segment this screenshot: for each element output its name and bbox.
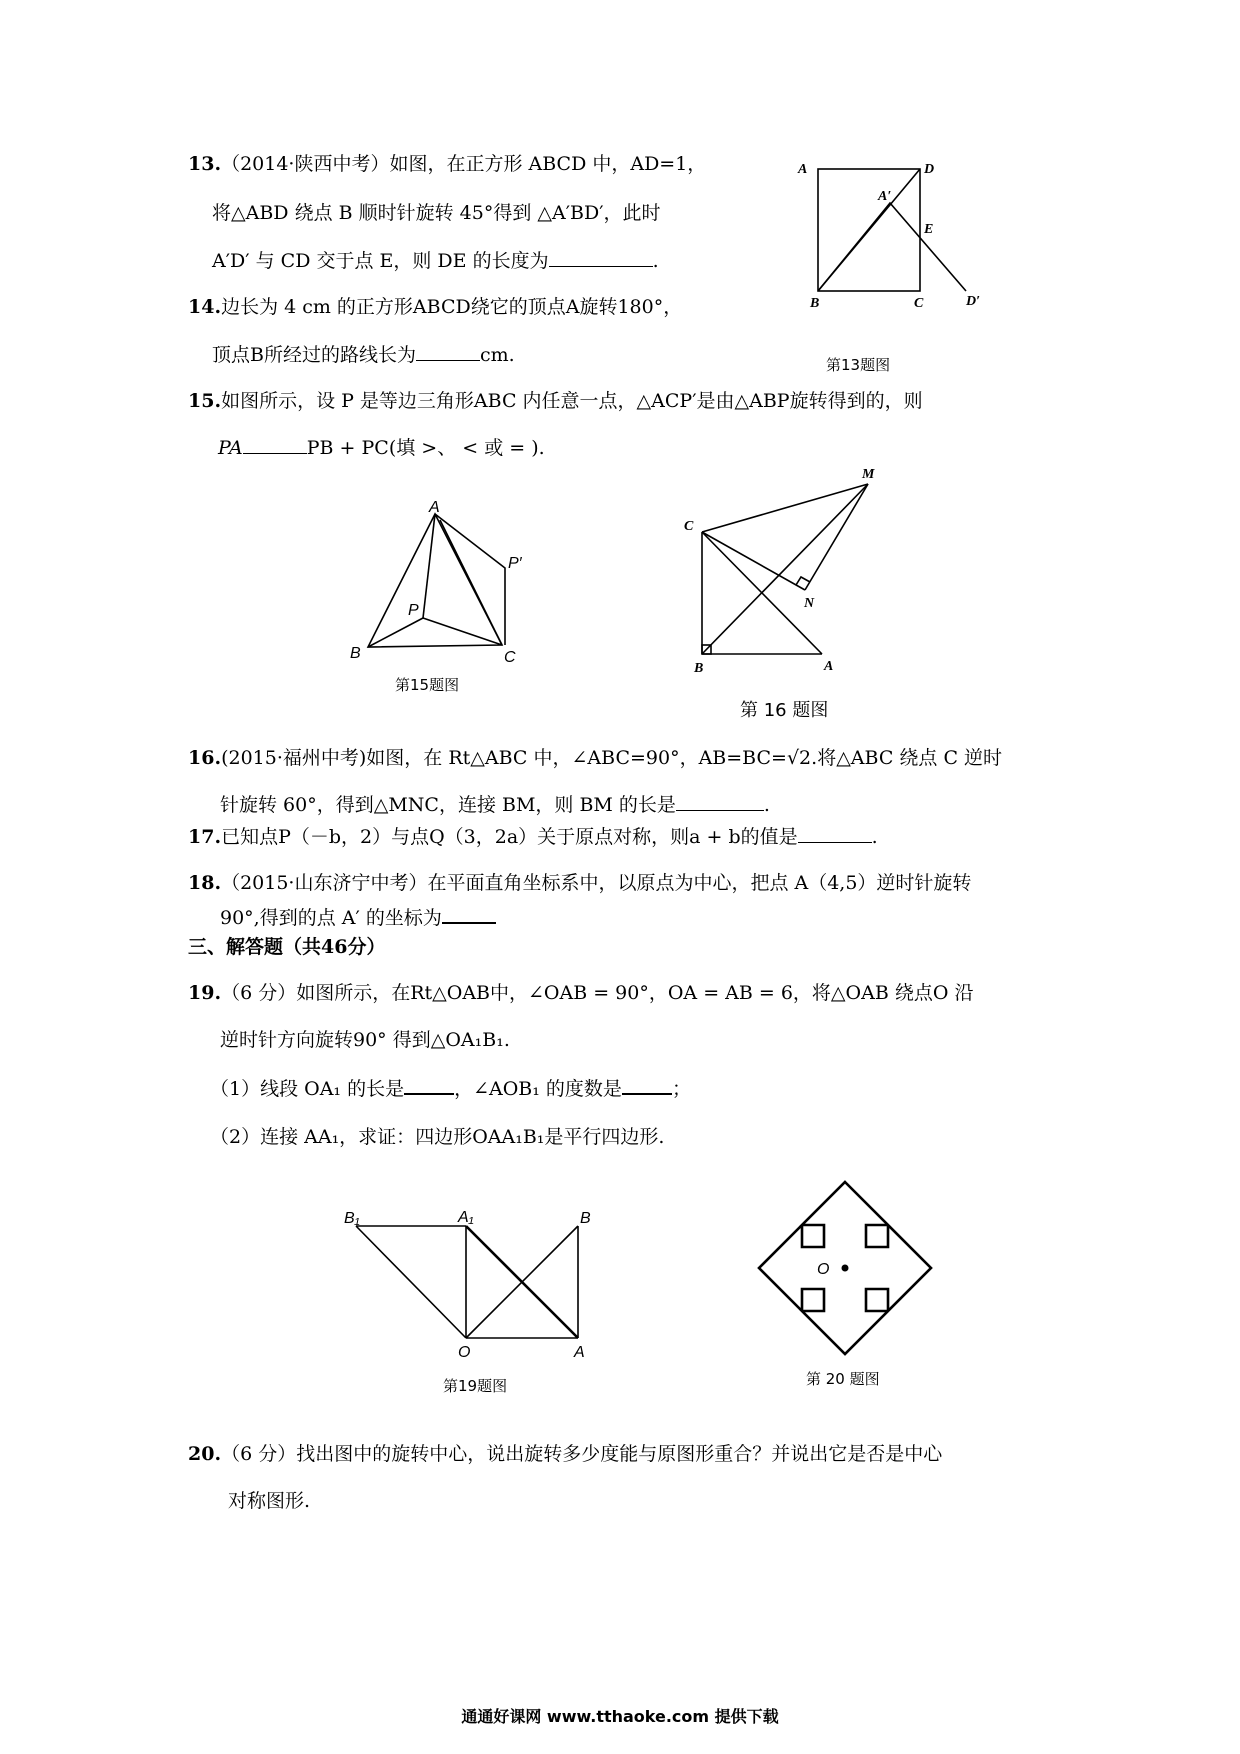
caption-fig16: 第 16 题图 xyxy=(740,700,829,721)
fig13-label-d: D xyxy=(924,162,935,177)
q18-text-1: （2015·山东济宁中考）在平面直角坐标系中，以原点为中心，把点 A（4,5）逆时针旋转 xyxy=(221,872,972,894)
q15-line2 xyxy=(218,435,545,461)
fig15-label-p1: P′ xyxy=(508,555,522,572)
q19-part1 xyxy=(210,1075,691,1102)
q18-number: 18. xyxy=(188,872,222,894)
segment-cn xyxy=(702,532,805,590)
q19-part1-c: ； xyxy=(671,1078,691,1100)
q19-answer-blank-2[interactable] xyxy=(622,1075,672,1095)
q15-number: 15. xyxy=(188,390,222,412)
fig16-label-n: N xyxy=(804,596,815,611)
q13-line3 xyxy=(212,248,659,274)
triangle-a1d1 xyxy=(818,203,966,291)
fig13-label-e: E xyxy=(924,222,934,237)
q14-text-1: 边长为 4 cm 的正方形ABCD绕它的顶点A旋转180°， xyxy=(221,296,683,318)
caption-fig20: 第 20 题图 xyxy=(806,1370,880,1388)
segment-pb xyxy=(368,618,423,647)
figure-16 xyxy=(680,462,910,682)
q15-text-1: 如图所示，设 P 是等边三角形ABC 内任意一点，△ACP′是由△ABP旋转得到的，则 xyxy=(221,390,923,412)
q20-number: 20. xyxy=(188,1443,222,1465)
figure-13 xyxy=(790,155,1010,325)
fig19-label-a1: A₁ xyxy=(458,1209,474,1226)
q20-line2 xyxy=(228,1488,310,1514)
q16-answer-blank[interactable] xyxy=(676,792,764,811)
fig16-label-m: M xyxy=(862,467,875,482)
q16-line2 xyxy=(220,792,770,818)
q13-text-3: A′D′ 与 CD 交于点 E，则 DE 的长度为 xyxy=(212,250,549,272)
q18-line2 xyxy=(220,904,496,931)
caption-fig19: 第19题图 xyxy=(443,1377,508,1395)
caption-fig13: 第13题图 xyxy=(826,356,891,374)
q13-text-1: （2014·陕西中考）如图，在正方形 ABCD 中，AD=1， xyxy=(221,153,707,175)
fig13-label-a: A xyxy=(798,162,808,177)
segment-bm xyxy=(702,484,868,654)
fig20-label-o: O xyxy=(817,1261,830,1278)
q17-text-1-end: . xyxy=(871,826,878,848)
q13-number: 13. xyxy=(188,153,222,175)
q13-line1 xyxy=(188,151,706,177)
fig19-label-b: B xyxy=(580,1210,591,1227)
q14-line2 xyxy=(212,342,515,368)
q14-number: 14. xyxy=(188,296,222,318)
q19-part2-text: （2）连接 AA₁，求证：四边形OAA₁B₁是平行四边形. xyxy=(210,1126,665,1148)
q15-answer-blank[interactable] xyxy=(243,435,307,454)
fig13-label-c: C xyxy=(914,296,924,311)
q19-text-1: （6 分）如图所示，在Rt△OAB中，∠OAB = 90°，OA = AB = 6，将△OAB 绕点O 沿 xyxy=(221,982,974,1004)
segment-pa xyxy=(423,514,435,618)
q17-line1 xyxy=(188,824,878,850)
fig15-label-c: C xyxy=(504,649,516,666)
q19-line2 xyxy=(220,1027,510,1053)
center-point-o xyxy=(842,1265,849,1272)
fig16-label-a: A xyxy=(824,659,834,674)
q15-text-2b: PB + PC(填 >、 < 或 = ). xyxy=(306,437,545,459)
fig16-label-b: B xyxy=(694,661,704,676)
fig19-label-a: A xyxy=(574,1344,585,1361)
page-footer: 通通好课网 www.tthaoke.com 提供下载 xyxy=(461,1707,779,1726)
triangle-abc xyxy=(368,514,502,647)
figure-20 xyxy=(755,1180,935,1355)
q14-line1 xyxy=(188,294,682,320)
q19-number: 19. xyxy=(188,982,222,1004)
fig16-label-c: C xyxy=(684,519,694,534)
fig19-label-o: O xyxy=(458,1344,471,1361)
q20-text-1: （6 分）找出图中的旋转中心，说出旋转多少度能与原图形重合？并说出它是否是中心 xyxy=(221,1443,943,1465)
q14-answer-blank[interactable] xyxy=(416,342,480,361)
q15-line1 xyxy=(188,388,923,414)
q13-answer-blank[interactable] xyxy=(549,248,653,267)
q17-number: 17. xyxy=(188,826,222,848)
q16-text-2-end: . xyxy=(763,794,770,816)
q13-text-2: 将△ABD 绕点 B 顺时针旋转 45°得到 △A′BD′，此时 xyxy=(212,202,661,224)
fig15-label-b: B xyxy=(350,645,361,662)
fig19-label-b1: B₁ xyxy=(344,1210,360,1227)
caption-fig15: 第15题图 xyxy=(395,676,460,694)
figure-15 xyxy=(340,500,550,670)
q16-text-2: 针旋转 60°，得到△MNC，连接 BM，则 BM 的长是 xyxy=(220,794,676,816)
segment-b1o xyxy=(356,1226,466,1338)
q18-line1 xyxy=(188,870,971,896)
fig13-label-d1: D′ xyxy=(966,294,981,309)
q19-part1-b: ，∠AOB₁ 的度数是 xyxy=(454,1078,622,1100)
q20-text-2: 对称图形. xyxy=(228,1490,311,1512)
fig15-label-a: A xyxy=(429,499,440,516)
q16-line1 xyxy=(188,745,1002,771)
fig13-label-a1: A′ xyxy=(878,189,892,204)
figure-19 xyxy=(340,1205,620,1365)
section-3-heading: 三、解答题（共46分） xyxy=(188,936,386,958)
q20-line1 xyxy=(188,1441,942,1467)
q17-text-1: 已知点P（－b，2）与点Q（3，2a）关于原点对称，则a + b的值是 xyxy=(221,826,798,848)
q19-answer-blank-1[interactable] xyxy=(404,1075,454,1095)
q13-text-3-end: . xyxy=(652,250,659,272)
fig15-label-p: P xyxy=(408,602,419,619)
q15-text-2a: PA xyxy=(218,437,243,459)
q16-number: 16. xyxy=(188,747,222,769)
fig13-label-b: B xyxy=(810,296,820,311)
q18-answer-blank[interactable] xyxy=(442,904,496,924)
q19-line1 xyxy=(188,980,973,1006)
q19-text-2: 逆时针方向旋转90° 得到△OA₁B₁. xyxy=(220,1029,510,1051)
q14-text-2: 顶点B所经过的路线长为 xyxy=(212,344,416,366)
q19-part1-a: （1）线段 OA₁ 的长是 xyxy=(210,1078,405,1100)
q16-text-1: (2015·福州中考)如图，在 Rt△ABC 中，∠ABC=90°，AB=BC=√2.将△ABC 绕点 C 逆时 xyxy=(221,747,1003,769)
q17-answer-blank[interactable] xyxy=(798,824,872,843)
q13-line2 xyxy=(212,200,661,226)
q14-text-2-end: cm. xyxy=(479,344,515,366)
q18-text-2: 90°,得到的点 A′ 的坐标为 xyxy=(220,907,442,929)
q19-part2 xyxy=(210,1124,664,1150)
